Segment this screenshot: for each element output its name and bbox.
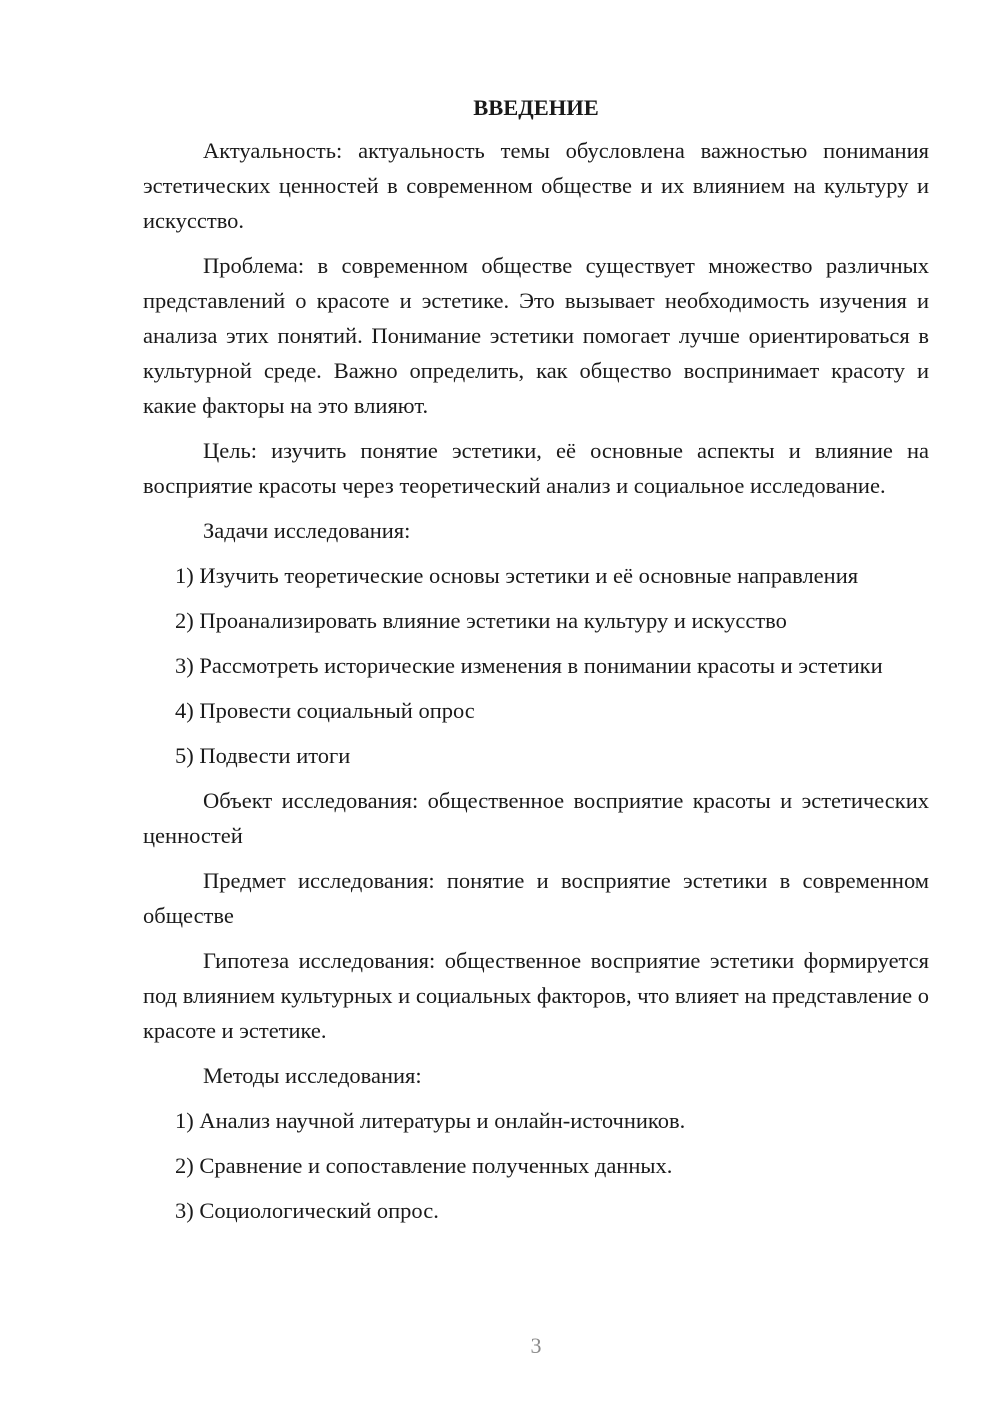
list-item: 1) Изучить теоретические основы эстетики и её основные направления: [175, 563, 859, 588]
subject-paragraph: Предмет исследования: понятие и восприятие эстетики в современном обществе: [143, 868, 929, 928]
list-item: 3) Рассмотреть исторические изменения в понимании красоты и эстетики: [175, 653, 883, 678]
list-item: 5) Подвести итоги: [175, 743, 351, 768]
methods-list: [143, 1103, 929, 1228]
list-item: 2) Сравнение и сопоставление полученных данных.: [175, 1153, 673, 1178]
document-page: [143, 90, 929, 1238]
tasks-heading: Задачи исследования:: [203, 518, 411, 543]
document-title: ВВЕДЕНИЕ: [473, 95, 599, 120]
hypothesis-paragraph: Гипотеза исследования: общественное восприятие эстетики формируется под влиянием культурных и социальных факторов, что влияет на представление о красоте и эстетике.: [143, 948, 929, 1043]
list-item: 1) Анализ научной литературы и онлайн-источников.: [175, 1108, 686, 1133]
list-item: 3) Социологический опрос.: [175, 1198, 439, 1223]
relevance-paragraph: Актуальность: актуальность темы обусловлена важностью понимания эстетических ценностей в современном обществе и их влиянием на культуру и искусство.: [143, 138, 929, 233]
list-item: 2) Проанализировать влияние эстетики на культуру и искусство: [175, 608, 787, 633]
object-paragraph: Объект исследования: общественное восприятие красоты и эстетических ценностей: [143, 788, 929, 848]
problem-paragraph: Проблема: в современном обществе существует множество различных представлений о красоте и эстетике. Это вызывает необходимость изучения и анализа этих понятий. Понимание эстетики помогает лучше ориентироваться в культурной среде. Важно определить, как общество воспринимает красоту и какие факторы на это влияют.: [143, 253, 929, 418]
methods-heading: Методы исследования:: [203, 1063, 422, 1088]
goal-paragraph: Цель: изучить понятие эстетики, её основные аспекты и влияние на восприятие красоты через теоретический анализ и социальное исследование.: [143, 438, 929, 498]
tasks-list: [143, 558, 929, 773]
page-number: 3: [530, 1333, 542, 1358]
list-item: 4) Провести социальный опрос: [175, 698, 475, 723]
